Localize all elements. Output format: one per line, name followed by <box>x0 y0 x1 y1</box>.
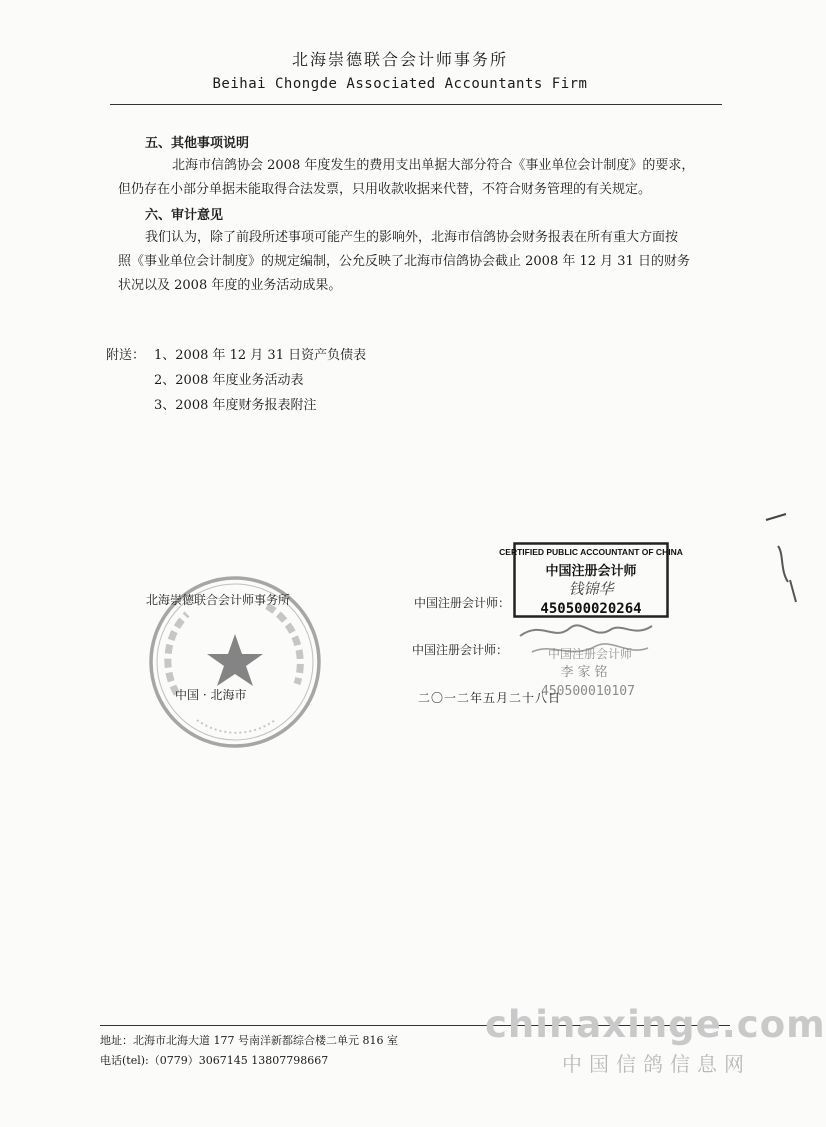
paragraph-line: 但仍存在小部分单据未能取得合法发票，只用收款收据来代替，不符合财务管理的有关规定。 <box>118 182 652 197</box>
stamp-number: 450500020264 <box>540 601 642 617</box>
sig-name: 李家铭 <box>560 665 612 680</box>
signing-firm-name: 北海崇德联合会计师事务所 <box>146 593 291 607</box>
signing-location: 中国 · 北海市 <box>175 688 247 702</box>
paragraph-line: 我们认为，除了前段所述事项可能产生的影响外，北海市信鸽协会财务报表在所有重大方面按 <box>145 230 679 245</box>
section-body-audit-opinion <box>118 226 690 298</box>
stamp-name: 钱锦华 <box>568 580 614 598</box>
footer-address: 地址：北海市北海大道 177 号南洋新都综合楼二单元 816 室 <box>100 1034 398 1047</box>
watermark-latin: chinaxinge.com <box>485 1003 826 1046</box>
letterhead-firm-cn: 北海崇德联合会计师事务所 <box>291 50 508 69</box>
section-heading-audit-opinion: 六、审计意见 <box>145 208 224 223</box>
attachment-item: 1、2008 年 12 月 31 日资产负债表 <box>154 348 367 363</box>
sig-role: 中国注册会计师 <box>547 647 633 661</box>
sig-number: 450500010107 <box>541 684 635 699</box>
watermark-cn: 中国信鸽信息网 <box>562 1052 751 1076</box>
cpa-label-second: 中国注册会计师： <box>412 643 509 657</box>
paragraph-line: 北海市信鸽协会 2008 年度发生的费用支出单据大部分符合《事业单位会计制度》的要求， <box>172 158 695 173</box>
letterhead-firm-en: Beihai Chongde Associated Accountants Firm <box>212 76 588 92</box>
attachments-label: 附送： <box>106 348 146 363</box>
scan-edge-marks <box>760 510 800 620</box>
cpa-label-first: 中国注册会计师： <box>414 596 511 610</box>
header-rule <box>110 104 722 105</box>
paragraph-line: 状况以及 2008 年度的业务活动成果。 <box>118 278 342 293</box>
footer-phone: 电话(tel):（0779）3067145 13807798667 <box>100 1054 329 1067</box>
attachment-item: 3、2008 年度财务报表附注 <box>154 398 317 413</box>
attachment-item: 2、2008 年度业务活动表 <box>154 373 304 388</box>
paragraph-line: 照《事业单位会计制度》的规定编制，公允反映了北海市信鸽协会截止 2008 年 12 月 31 日的财务 <box>118 254 690 269</box>
cpa-rect-stamp <box>499 542 683 618</box>
stamp-title: CERTIFIED PUBLIC ACCOUNTANT OF CHINA <box>499 547 683 557</box>
report-date: 二〇一二年五月二十八日 <box>418 691 562 705</box>
cpa-signature-stamp <box>512 612 662 700</box>
section-heading-other-matters: 五、其他事项说明 <box>145 136 250 151</box>
stamp-role: 中国注册会计师 <box>545 564 637 579</box>
section-body-other-matters <box>118 154 694 202</box>
